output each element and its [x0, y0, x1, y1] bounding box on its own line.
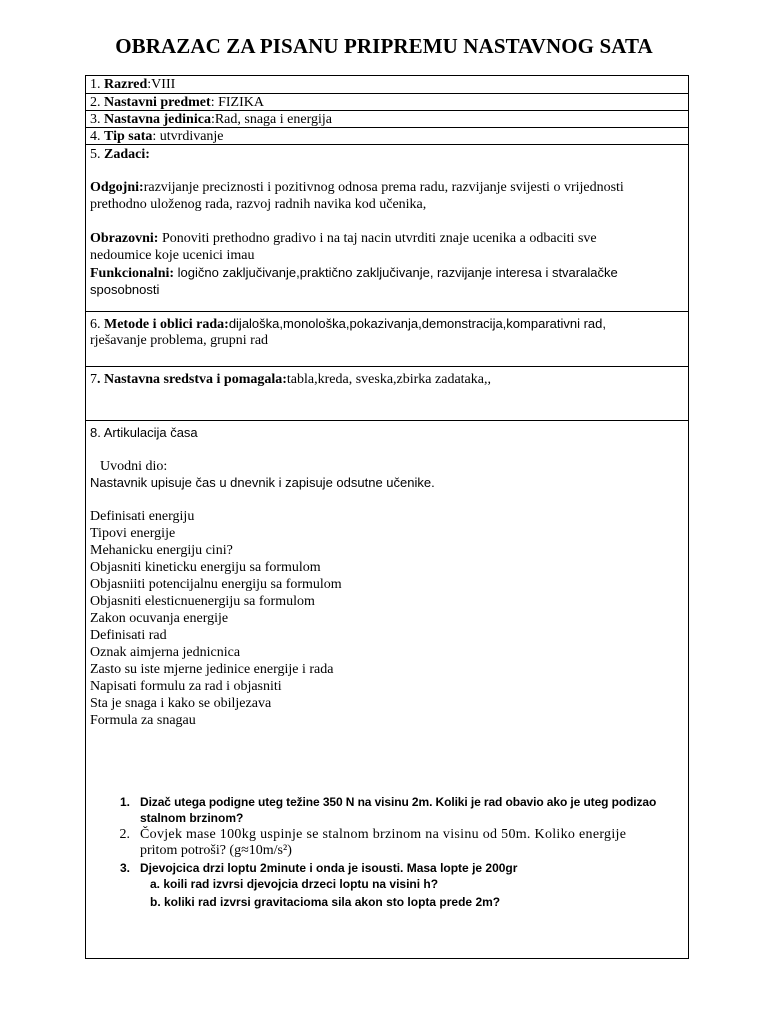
lesson-plan-form [85, 75, 689, 959]
metode-text-cont: rješavanje problema, grupni rad [90, 333, 269, 348]
task-number: 3. [119, 861, 130, 875]
list-item: Zasto su iste mjerne jedinice energije i rada [90, 662, 334, 677]
predmet-label: Nastavni predmet [104, 95, 211, 110]
row-number: 3. [90, 112, 104, 127]
jedinica-value: :Rad, snaga i energija [210, 112, 332, 127]
row-metode [86, 312, 688, 367]
tip-sata-value: : utvrdivanje [152, 129, 224, 144]
obrazovni-text: Ponoviti prethodno gradivo i na taj nacin utvrditi znaje ucenika a odbaciti sve [158, 231, 597, 246]
predmet-value: : FIZIKA [210, 95, 264, 110]
razred-label: Razred [104, 77, 148, 92]
list-item: Napisati formulu za rad i objasniti [90, 679, 282, 694]
odgojni-label: Odgojni: [90, 180, 144, 195]
uvodni-dio-text: Nastavnik upisuje čas u dnevnik i zapisuje odsutne učenike. [90, 475, 435, 490]
task-text: Djevojcica drzi loptu 2minute i onda je isousti. Masa lopte je 200gr [140, 861, 518, 875]
task-text: Čovjek mase 100kg uspinje se stalnom brzinom na visinu od 50m. Koliko energije [140, 827, 627, 842]
funkcionalni-text-cont: sposobnosti [90, 282, 160, 297]
funkcionalni-text: logično zaključivanje,praktično zaključivanje, razvijanje interesa i stvaralačke [174, 265, 618, 280]
task-number: 2. [119, 827, 130, 842]
uvodni-dio-label: Uvodni dio: [100, 459, 168, 474]
row-artikulacija [86, 421, 688, 958]
row-jedinica [86, 111, 688, 128]
list-item: Zakon ocuvanja energije [90, 611, 229, 626]
row-tip-sata [86, 128, 688, 145]
obrazovni-label: Obrazovni: [90, 231, 159, 246]
metode-label: Metode i oblici rada: [104, 317, 229, 332]
row-zadaci [86, 145, 688, 312]
task-text-cont: stalnom brzinom? [140, 811, 244, 825]
list-item: Oznak aimjerna jednicnica [90, 645, 241, 660]
list-item: Definisati rad [90, 628, 167, 643]
list-item: Objasniti elesticnuenergiju sa formulom [90, 594, 315, 609]
row-number: 5. [90, 147, 104, 162]
task-subitem-b: b. koliki rad izvrsi gravitacioma sila akon sto lopta prede 2m? [150, 895, 501, 909]
sredstva-text: tabla,kreda, sveska,zbirka zadataka,, [286, 372, 491, 387]
list-item: Objasniiti potencijalnu energiju sa formulom [90, 577, 342, 592]
task-text-cont: pritom potroši? (g≈10m/s²) [140, 843, 292, 858]
metode-text: dijaloška,monološka,pokazivanja,demonstracija,komparativni rad, [228, 316, 607, 331]
list-item: Sta je snaga i kako se obiljezava [90, 696, 272, 711]
row-number: 7 [90, 372, 97, 387]
razred-value: :VIII [147, 77, 176, 92]
odgojni-text: razvijanje preciznosti i pozitivnog odnosa prema radu, razvijanje svijesti o vrijednosti [143, 180, 624, 195]
list-item: Formula za snagau [90, 713, 196, 728]
zadaci-label: Zadaci: [104, 147, 150, 162]
page-title: OBRAZAC ZA PISANU PRIPREMU NASTAVNOG SATA [115, 34, 653, 58]
row-number: 4. [90, 129, 104, 144]
odgojni-text-cont: prethodno uloženog rada, razvoj radnih navika kod učenika, [90, 197, 427, 212]
list-item: Objasniti kineticku energiju sa formulom [90, 560, 321, 575]
sredstva-label: . Nastavna sredstva i pomagala: [97, 372, 287, 387]
row-predmet [86, 94, 688, 111]
list-item: Mehanicku energiju cini? [90, 543, 233, 558]
row-razred [86, 76, 688, 94]
obrazovni-text-cont: nedoumice koje ucenici imau [90, 248, 255, 263]
task-number: 1. [119, 795, 130, 809]
row-number: 1. [90, 77, 104, 92]
artikulacija-heading: 8. Artikulacija časa [90, 425, 198, 440]
task-text: Dizač utega podigne uteg težine 350 N na visinu 2m. Koliki je rad obavio ako je uteg podizao [140, 795, 657, 809]
list-item: Tipovi energije [90, 526, 176, 541]
row-number: 6. [90, 317, 104, 332]
task-subitem-a: a. koili rad izvrsi djevojcia drzeci loptu na visini h? [150, 877, 439, 891]
tip-sata-label: Tip sata [104, 129, 153, 144]
row-number: 2. [90, 95, 104, 110]
jedinica-label: Nastavna jedinica [104, 112, 211, 127]
row-sredstva [86, 367, 688, 421]
list-item: Definisati energiju [90, 509, 195, 524]
funkcionalni-label: Funkcionalni: [90, 266, 175, 281]
